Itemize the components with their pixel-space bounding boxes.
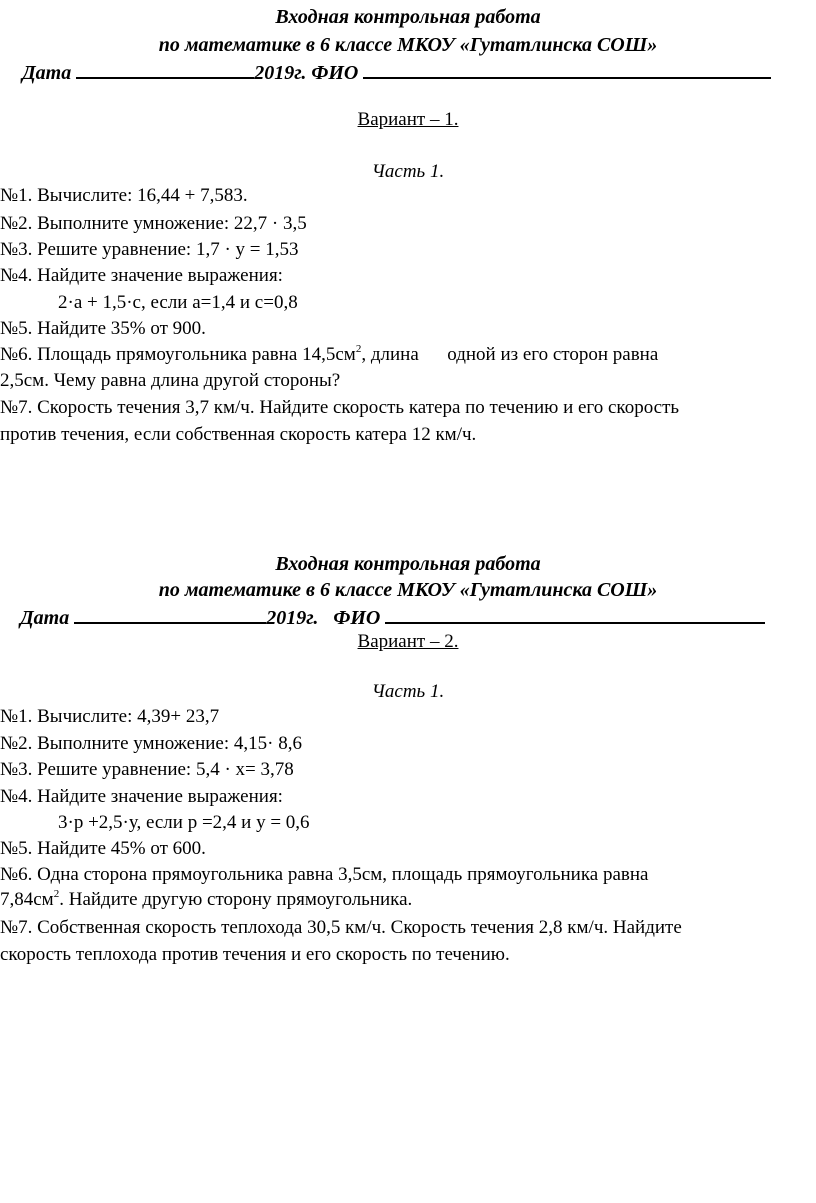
- v1-date-fio-line: [22, 60, 771, 84]
- v2-task-6-line-2: [0, 889, 412, 911]
- v2-fio-blank: [385, 605, 765, 624]
- v1-task-4: №4. Найдите значение выражения:: [0, 265, 283, 286]
- v2-fio-label: ФИО: [333, 607, 381, 629]
- v1-part: Часть 1.: [371, 161, 445, 182]
- v2-date-blank: [74, 605, 266, 624]
- v1-task-6-text-b: , длина одной из его сторон равна: [361, 344, 659, 365]
- v2-task-3: №3. Решите уравнение: 5,4 · х= 3,78: [0, 759, 294, 780]
- v1-date-blank: [76, 60, 254, 79]
- v2-task-6-superscript: 2: [53, 887, 60, 900]
- v1-title-line-1: Входная контрольная работа: [275, 6, 541, 28]
- v2-task-6-line-1: №6. Одна сторона прямоугольника равна 3,5см, площадь прямоугольника равна: [0, 864, 649, 885]
- v1-task-6-line-2: 2,5см. Чему равна длина другой стороны?: [0, 370, 341, 391]
- v1-date-label: Дата: [22, 62, 72, 84]
- v1-task-1: №1. Вычислите: 16,44 + 7,583.: [0, 185, 248, 206]
- v1-title-line-2: по математике в 6 классе МКОУ «Гутатлинска СОШ»: [158, 34, 658, 56]
- v1-task-4-expression: 2·а + 1,5·с, если а=1,4 и с=0,8: [58, 292, 298, 313]
- v2-task-4-expression: 3·р +2,5·у, если р =2,4 и у = 0,6: [58, 812, 310, 833]
- v1-fio-blank: [363, 60, 771, 79]
- v2-task-7-line-2: скорость теплохода против течения и его скорость по течению.: [0, 944, 510, 965]
- v2-task-6-text-c: . Найдите другую сторону прямоугольника.: [59, 889, 413, 910]
- v2-task-7-line-1: №7. Собственная скорость теплохода 30,5 км/ч. Скорость течения 2,8 км/ч. Найдите: [0, 917, 682, 938]
- v1-fio-label: ФИО: [311, 62, 359, 84]
- v2-date-fio-line: [20, 605, 765, 629]
- v1-year: 2019г.: [254, 62, 307, 84]
- v1-variant: Вариант – 1.: [357, 109, 459, 130]
- v2-year: 2019г.: [266, 607, 319, 629]
- v2-variant: Вариант – 2.: [357, 631, 459, 652]
- v2-task-4: №4. Найдите значение выражения:: [0, 786, 283, 807]
- v1-task-5: №5. Найдите 35% от 900.: [0, 318, 206, 339]
- v1-task-7-line-1: №7. Скорость течения 3,7 км/ч. Найдите скорость катера по течению и его скорость: [0, 397, 680, 418]
- v2-task-5: №5. Найдите 45% от 600.: [0, 838, 206, 859]
- v1-task-6-text-a: №6. Площадь прямоугольника равна 14,5см: [0, 344, 356, 365]
- v2-task-1: №1. Вычислите: 4,39+ 23,7: [0, 706, 220, 727]
- v2-title-line-2: по математике в 6 классе МКОУ «Гутатлинска СОШ»: [158, 579, 658, 601]
- v1-task-2: №2. Выполните умножение: 22,7 · 3,5: [0, 213, 307, 234]
- v2-task-6-text-b: 7,84см: [0, 889, 54, 910]
- v1-task-3: №3. Решите уравнение: 1,7 · у = 1,53: [0, 239, 299, 260]
- v2-part: Часть 1.: [371, 681, 445, 702]
- v2-title-line-1: Входная контрольная работа: [275, 553, 541, 575]
- v1-task-6-line-1: [0, 344, 658, 366]
- v1-task-7-line-2: против течения, если собственная скорость катера 12 км/ч.: [0, 424, 477, 445]
- v1-task-6-superscript: 2: [355, 342, 362, 355]
- v2-date-label: Дата: [20, 607, 70, 629]
- v2-task-2: №2. Выполните умножение: 4,15· 8,6: [0, 733, 302, 754]
